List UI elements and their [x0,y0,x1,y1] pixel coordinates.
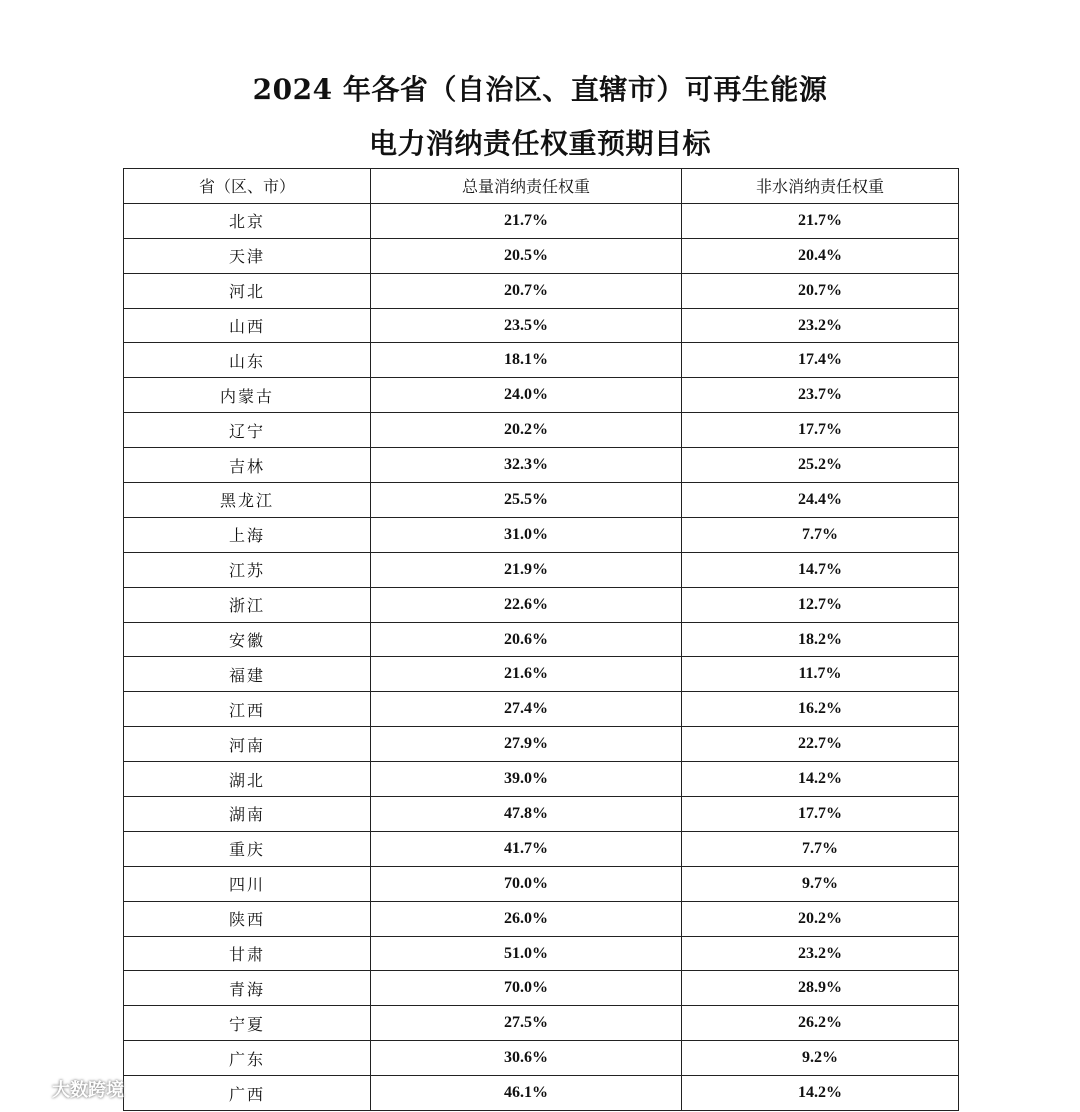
table-row [124,1076,959,1111]
total-weight-cell: 21.7% [371,203,682,238]
total-weight-cell: 20.6% [371,622,682,657]
province-cell: 浙江 [124,587,371,622]
province-cell: 山东 [124,343,371,378]
province-cell: 内蒙古 [124,378,371,413]
nonhydro-weight-cell: 24.4% [682,483,959,518]
total-weight-cell: 51.0% [371,936,682,971]
nonhydro-weight-cell: 20.7% [682,273,959,308]
province-cell: 河南 [124,727,371,762]
nonhydro-weight-cell: 25.2% [682,448,959,483]
total-weight-cell: 32.3% [371,448,682,483]
nonhydro-weight-cell: 9.2% [682,1041,959,1076]
province-cell: 吉林 [124,448,371,483]
table-row [124,866,959,901]
total-weight-cell: 30.6% [371,1041,682,1076]
province-cell: 天津 [124,238,371,273]
table-row [124,343,959,378]
total-weight-cell: 21.6% [371,657,682,692]
document-title-line2: 电力消纳责任权重预期目标 [368,127,711,160]
table-row [124,413,959,448]
province-cell: 江西 [124,692,371,727]
province-cell: 湖北 [124,762,371,797]
table-row [124,238,959,273]
total-weight-cell: 24.0% [371,378,682,413]
nonhydro-weight-cell: 14.7% [682,552,959,587]
table-row [124,308,959,343]
province-cell: 黑龙江 [124,483,371,518]
nonhydro-weight-cell: 11.7% [682,657,959,692]
total-weight-cell: 41.7% [371,831,682,866]
table-header-row [124,169,959,204]
nonhydro-weight-cell: 17.7% [682,413,959,448]
total-weight-cell: 23.5% [371,308,682,343]
table-row [124,901,959,936]
province-cell: 上海 [124,517,371,552]
nonhydro-weight-cell: 16.2% [682,692,959,727]
table-row [124,378,959,413]
nonhydro-weight-cell: 17.4% [682,343,959,378]
province-cell: 陕西 [124,901,371,936]
total-weight-cell: 46.1% [371,1076,682,1111]
nonhydro-weight-cell: 18.2% [682,622,959,657]
nonhydro-weight-cell: 17.7% [682,797,959,832]
nonhydro-weight-cell: 14.2% [682,762,959,797]
nonhydro-weight-cell: 14.2% [682,1076,959,1111]
nonhydro-weight-cell: 28.9% [682,971,959,1006]
province-cell: 江苏 [124,552,371,587]
table-row [124,762,959,797]
nonhydro-weight-cell: 22.7% [682,727,959,762]
weights-table [123,168,959,1111]
table-row [124,797,959,832]
province-cell: 重庆 [124,831,371,866]
province-cell: 宁夏 [124,1006,371,1041]
total-weight-cell: 20.7% [371,273,682,308]
total-weight-cell: 27.4% [371,692,682,727]
province-cell: 青海 [124,971,371,1006]
table-body [124,203,959,1110]
total-weight-cell: 31.0% [371,517,682,552]
header-province: 省（区、市） [124,169,371,204]
table-row [124,971,959,1006]
province-cell: 广东 [124,1041,371,1076]
table-row [124,552,959,587]
province-cell: 湖南 [124,797,371,832]
table-row [124,1006,959,1041]
nonhydro-weight-cell: 26.2% [682,1006,959,1041]
province-cell: 福建 [124,657,371,692]
table-row [124,448,959,483]
province-cell: 四川 [124,866,371,901]
table-row [124,203,959,238]
nonhydro-weight-cell: 20.4% [682,238,959,273]
nonhydro-weight-cell: 21.7% [682,203,959,238]
total-weight-cell: 70.0% [371,971,682,1006]
header-total-weight: 总量消纳责任权重 [371,169,682,204]
nonhydro-weight-cell: 23.2% [682,936,959,971]
total-weight-cell: 20.5% [371,238,682,273]
brand-logo-icon [12,1076,48,1102]
nonhydro-weight-cell: 7.7% [682,831,959,866]
total-weight-cell: 21.9% [371,552,682,587]
table-row [124,587,959,622]
total-weight-cell: 39.0% [371,762,682,797]
nonhydro-weight-cell: 20.2% [682,901,959,936]
table-row [124,517,959,552]
province-cell: 北京 [124,203,371,238]
watermark-text: 大数跨境 [52,1080,124,1101]
province-cell: 山西 [124,308,371,343]
nonhydro-weight-cell: 23.2% [682,308,959,343]
nonhydro-weight-cell: 9.7% [682,866,959,901]
total-weight-cell: 27.9% [371,727,682,762]
total-weight-cell: 20.2% [371,413,682,448]
province-cell: 辽宁 [124,413,371,448]
table-row [124,657,959,692]
total-weight-cell: 26.0% [371,901,682,936]
total-weight-cell: 25.5% [371,483,682,518]
table-row [124,692,959,727]
table-row [124,1041,959,1076]
total-weight-cell: 47.8% [371,797,682,832]
table-row [124,273,959,308]
province-cell: 广西 [124,1076,371,1111]
table-row [124,727,959,762]
nonhydro-weight-cell: 12.7% [682,587,959,622]
watermark [12,1076,124,1102]
header-nonhydro-weight: 非水消纳责任权重 [682,169,959,204]
total-weight-cell: 27.5% [371,1006,682,1041]
province-cell: 安徽 [124,622,371,657]
total-weight-cell: 18.1% [371,343,682,378]
table-row [124,831,959,866]
document-title-line1: 2024 年各省（自治区、直辖市）可再生能源 [252,73,828,106]
table-row [124,622,959,657]
total-weight-cell: 22.6% [371,587,682,622]
province-cell: 甘肃 [124,936,371,971]
table-row [124,936,959,971]
table-row [124,483,959,518]
total-weight-cell: 70.0% [371,866,682,901]
nonhydro-weight-cell: 23.7% [682,378,959,413]
nonhydro-weight-cell: 7.7% [682,517,959,552]
province-cell: 河北 [124,273,371,308]
